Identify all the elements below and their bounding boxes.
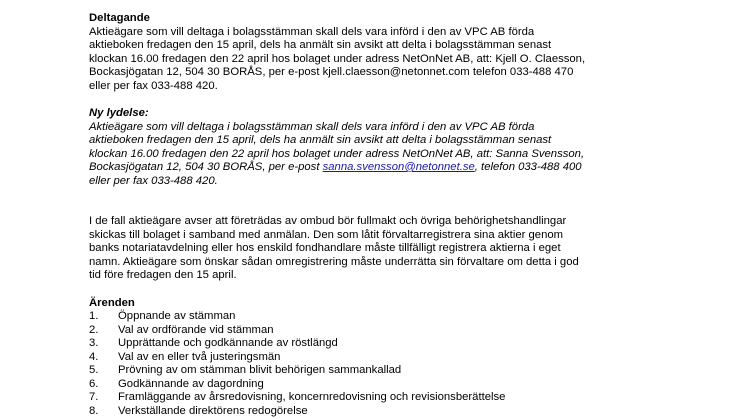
agenda-list (89, 310, 729, 418)
participation-paragraph (89, 26, 729, 94)
section-heading-arenden: Ärenden (89, 296, 135, 309)
paragraph-line: eller per fax 033-488 420. (89, 174, 218, 187)
paragraph-line: I de fall aktieägare avser att företrädas av ombud bör fullmakt och övriga behörighetshandlingar (89, 215, 567, 227)
list-item (89, 324, 729, 338)
line-text: , telefon 033-488 400 (474, 161, 582, 173)
item-number: 3. (89, 337, 99, 349)
item-text: Prövning av om stämman blivit behörigen sammankallad (118, 364, 402, 376)
paragraph-line: aktieboken fredagen den 15 april, dels ha anmält sin avsikt att delta i bolagsstämman senast (89, 134, 552, 146)
item-text: Val av en eller två justeringsmän (118, 350, 281, 363)
paragraph-line: banks notariatavdelning eller hos enskild fondhandlare måste tillfälligt registrera aktierna i eget (89, 242, 561, 254)
item-number: 8. (89, 404, 99, 417)
list-item (89, 364, 729, 378)
paragraph-line (89, 161, 729, 175)
list-item (89, 405, 729, 419)
list-item (89, 351, 729, 365)
item-text: Verkställande direktörens redogörelse (118, 404, 308, 417)
paragraph-line: eller per fax 033-488 420. (89, 79, 218, 92)
paragraph-line: tid före fredagen den 15 april. (89, 269, 237, 281)
section-heading-ny-lydelse: Ny lydelse: (89, 107, 149, 119)
list-item (89, 391, 729, 405)
proxy-paragraph (89, 215, 729, 283)
paragraph-line: aktieboken fredagen den 15 april, dels ha anmält sin avsikt att delta i bolagsstämman senast (89, 39, 552, 51)
paragraph-line: namn. Aktieägare som önskar sådan omregistrering måste underrätta sin förvaltare om detta i god (89, 255, 579, 268)
item-number: 4. (89, 350, 99, 363)
item-text: Val av ordförande vid stämman (118, 323, 274, 336)
email-link[interactable]: sanna.svensson@netonnet.se (322, 161, 475, 173)
item-text: Upprättande och godkännande av röstlängd (118, 337, 338, 349)
list-item (89, 337, 729, 351)
line-text: Bockasjögatan 12, 504 30 BORÅS, per e-post (89, 161, 323, 173)
item-text: Godkännande av dagordning (118, 377, 264, 390)
paragraph-line: Aktieägare som vill deltaga i bolagsstämman skall dels vara införd i den av VPC AB förda (89, 25, 535, 38)
item-text: Framläggande av årsredovisning, koncernredovisning och revisionsberättelse (118, 391, 506, 403)
list-item (89, 310, 729, 324)
paragraph-line: skickas till bolaget i samband med anmälan. Den som låtit förvaltarregistrera sina aktier genom (89, 228, 564, 241)
item-number: 2. (89, 323, 99, 336)
section-heading-deltagande: Deltagande (89, 12, 150, 24)
item-number: 5. (89, 364, 99, 376)
paragraph-line: Aktieägare som vill deltaga i bolagsstämman skall dels vara införd i den av VPC AB förda (89, 120, 535, 133)
paragraph-line: Bockasjögatan 12, 504 30 BORÅS, per e-post kjell.claesson@netonnet.com telefon 033-488 470 (89, 66, 574, 78)
paragraph-line: klockan 16.00 fredagen den 22 april hos bolaget under adress NetOnNet AB, att: Kjell O. Claesson, (89, 52, 586, 65)
new-wording-paragraph (89, 121, 729, 189)
item-number: 1. (89, 310, 99, 322)
list-item (89, 378, 729, 392)
document-page (89, 12, 729, 418)
item-number: 7. (89, 391, 99, 403)
item-number: 6. (89, 377, 99, 390)
paragraph-line: klockan 16.00 fredagen den 22 april hos bolaget under adress NetOnNet AB, att: Sanna Svensson, (89, 147, 585, 160)
item-text: Öppnande av stämman (118, 310, 236, 322)
